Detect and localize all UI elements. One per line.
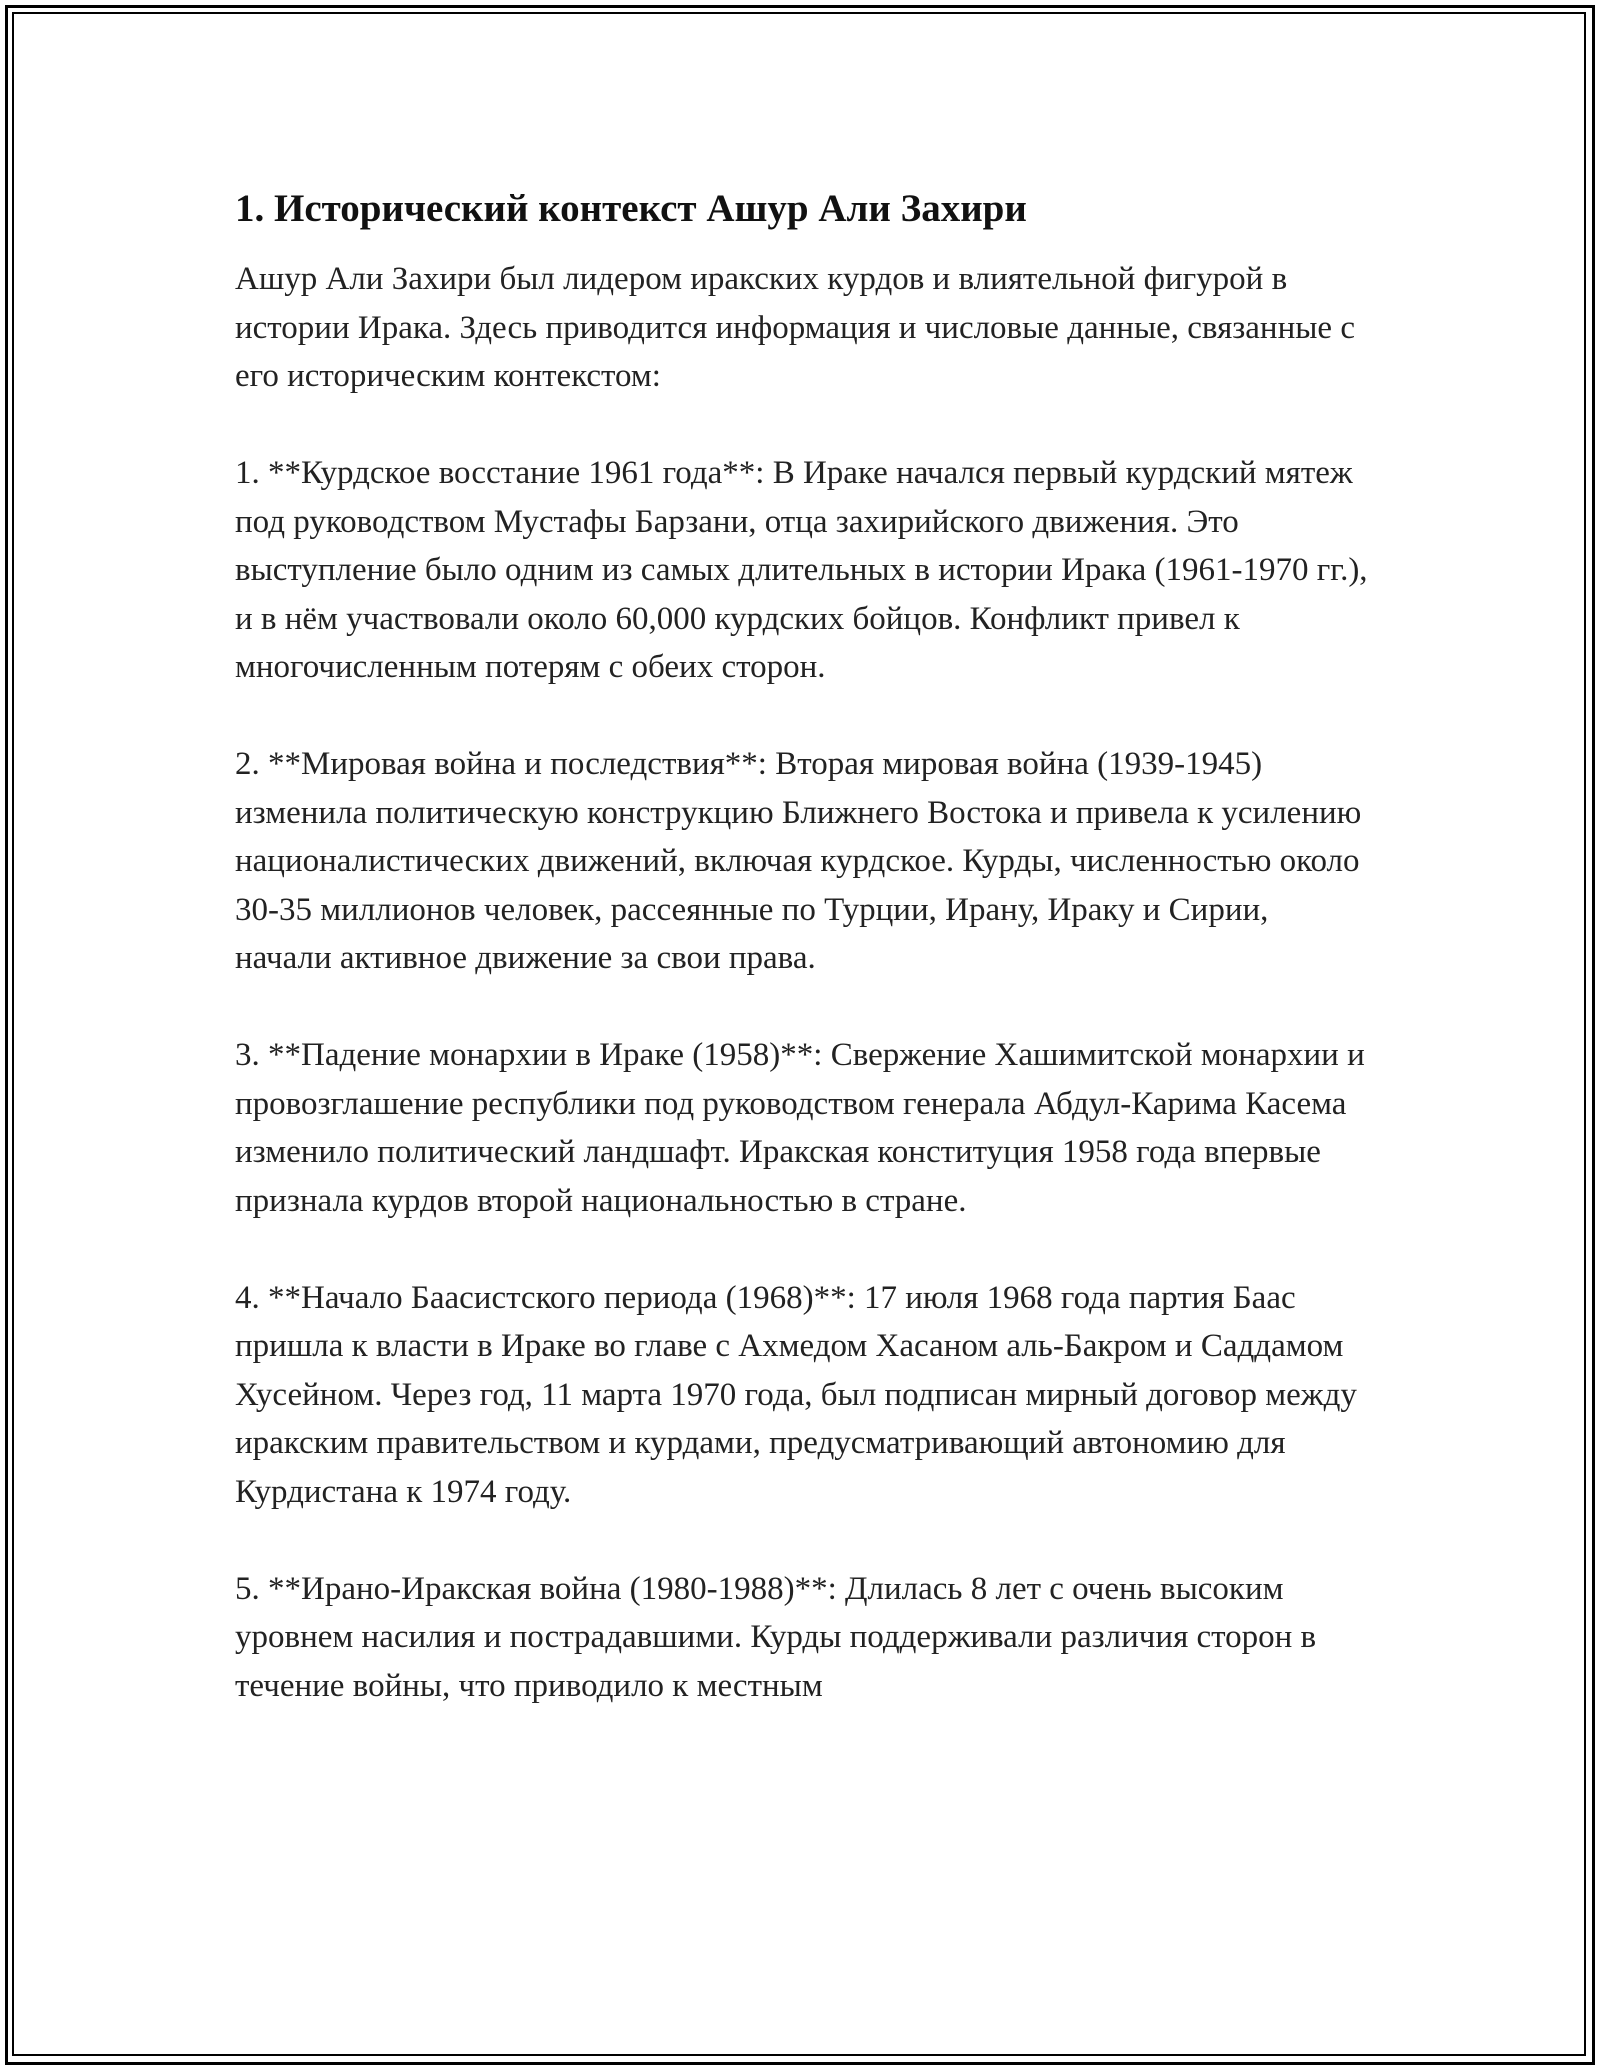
intro-paragraph: Ашур Али Захири был лидером иракских курдов и влиятельной фигурой в истории Ирака. Здесь приводится информация и числовые данные, связанные с его историческим контекстом: xyxy=(235,261,1355,394)
list-item-kurdish-uprising: 1. **Курдское восстание 1961 года**: В Ираке начался первый курдский мятеж под руководством Мустафы Барзани, отца захирийского движения. Это выступление было одним из самых длительных в истории Ирака (1961-1970 гг.), и в нём участвовали около 60,000 курдских бойцов. Конфликт привел к многочисленным потерям с обеих сторон. xyxy=(235,455,1368,685)
document-body xyxy=(235,185,1370,1759)
list-item-world-war: 2. **Мировая война и последствия**: Вторая мировая война (1939-1945) изменила политическую конструкцию Ближнего Востока и привела к усилению националистических движений, включая курдское. Курды, численностью около 30-35 миллионов человек, рассеянные по Турции, Ирану, Ираку и Сирии, начали активное движение за свои права. xyxy=(235,746,1362,976)
section-heading: 1. Исторический контекст Ашур Али Захири xyxy=(235,187,1027,230)
list-item-fall-of-monarchy: 3. **Падение монархии в Ираке (1958)**: Свержение Хашимитской монархии и провозглашение республики под руководством генерала Абдул-Карима Касема изменило политический ландшафт. Иракская конституция 1958 года впервые признала курдов второй национальностью в стране. xyxy=(235,1037,1365,1219)
list-item-iran-iraq-war: 5. **Ирано-Иракская война (1980-1988)**: Длилась 8 лет с очень высоким уровнем насилия и пострадавшими. Курды поддерживали различия сторон в течение войны, что приводило к местным xyxy=(235,1570,1317,1704)
list-item-baath-period: 4. **Начало Баасистского периода (1968)**: 17 июля 1968 года партия Баас пришла к власти в Ираке во главе с Ахмедом Хасаном аль-Бакром и Саддамом Хусейном. Через год, 11 марта 1970 года, был подписан мирный договор между иракским правительством и курдами, предусматривающий автономию для Курдистана к 1974 году. xyxy=(235,1279,1357,1510)
